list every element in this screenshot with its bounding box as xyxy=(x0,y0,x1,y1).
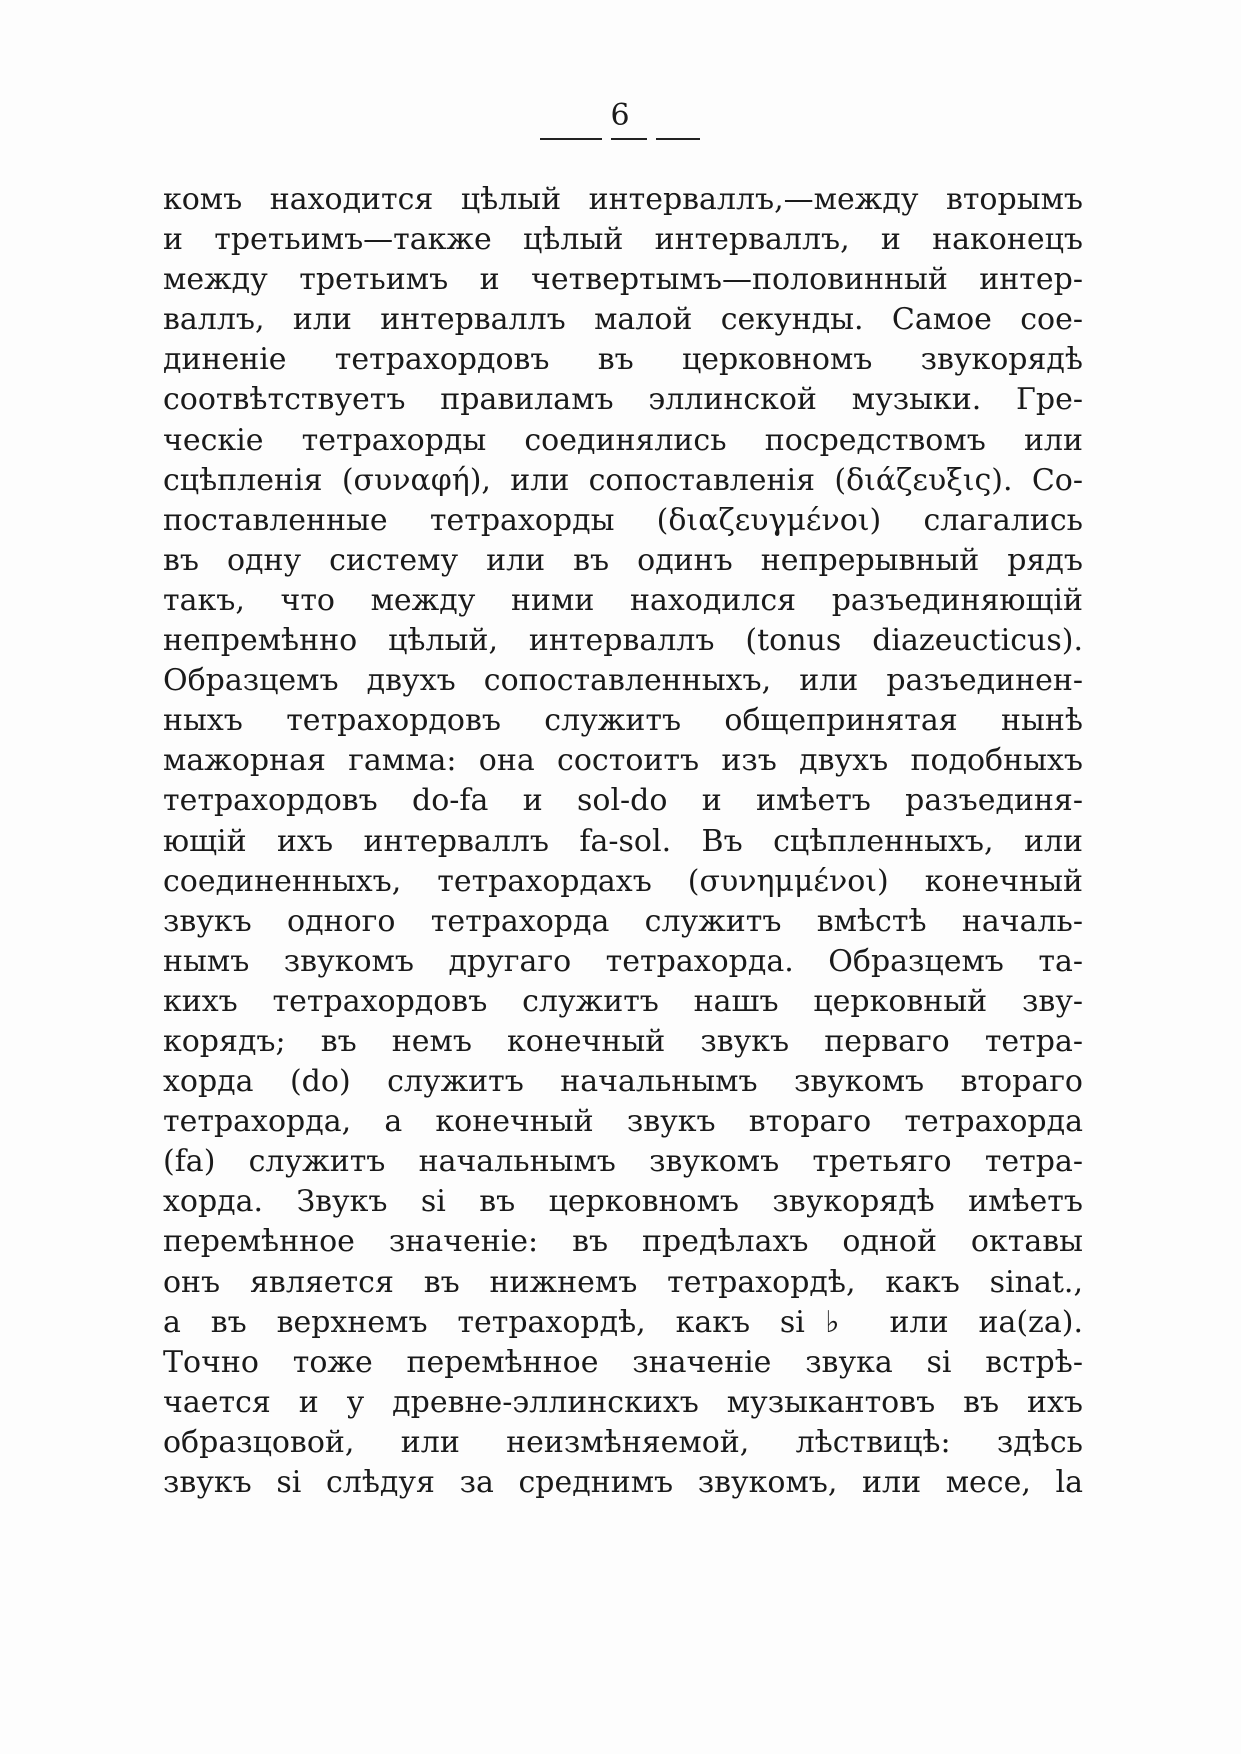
text-line: кихъ тетрахордовъ служитъ нашъ церковный зву- xyxy=(163,983,1083,1019)
header-rule xyxy=(540,138,700,140)
text-line: сцѣпленія (συναφή), или сопоставленія (διάζευξις). Со- xyxy=(163,462,1083,498)
text-line: соединенныхъ, тетрахордахъ (συνημμένοι) конечный xyxy=(163,863,1083,899)
text-line: мажорная гамма: она состоитъ изъ двухъ подобныхъ xyxy=(163,743,1083,779)
header-rule-segment xyxy=(611,138,647,140)
text-line: такъ, что между ними находился разъединяющій xyxy=(163,582,1083,618)
text-line: хорда (do) служитъ начальнымъ звукомъ втораго xyxy=(163,1064,1083,1100)
text-line: Точно тоже перемѣнное значеніе звука si встрѣ- xyxy=(163,1344,1083,1380)
text-line: соотвѣтствуетъ правиламъ эллинской музыки. Гре- xyxy=(163,382,1083,418)
text-line: Образцемъ двухъ сопоставленныхъ, или разъединен- xyxy=(163,663,1083,699)
text-line: ныхъ тетрахордовъ служитъ общепринятая нынѣ xyxy=(163,703,1083,739)
text-line: валлъ, или интерваллъ малой секунды. Самое сое- xyxy=(163,302,1083,338)
text-line: звукъ одного тетрахорда служитъ вмѣстѣ началь- xyxy=(163,903,1083,939)
text-line: онъ является въ нижнемъ тетрахордѣ, какъ sinat., xyxy=(163,1264,1083,1300)
text-line: звукъ si слѣдуя за среднимъ звукомъ, или месе, la xyxy=(163,1465,1083,1500)
text-line: нымъ звукомъ другаго тетрахорда. Образцемъ та- xyxy=(163,943,1083,979)
text-line: и третьимъ—также цѣлый интерваллъ, и наконецъ xyxy=(163,222,1083,258)
text-line: перемѣнное значеніе: въ предѣлахъ одной октавы xyxy=(163,1224,1083,1260)
text-line: образцовой, или неизмѣняемой, лѣствицѣ: здѣсь xyxy=(163,1424,1083,1460)
text-line: чается и у древне-эллинскихъ музыкантовъ въ ихъ xyxy=(163,1384,1083,1420)
text-line: въ одну систему или въ одинъ непрерывный рядъ xyxy=(163,542,1083,578)
text-line: тетрахордовъ do-fa и sol-do и имѣетъ разъединя- xyxy=(163,783,1083,819)
header-rule-segment xyxy=(540,138,602,140)
body-text xyxy=(163,180,1083,1503)
text-line: ческіе тетрахорды соединялись посредствомъ или xyxy=(163,422,1083,458)
text-line: диненіе тетрахордовъ въ церковномъ звукорядѣ xyxy=(163,342,1083,378)
text-line: хорда. Звукъ si въ церковномъ звукорядѣ имѣетъ xyxy=(163,1184,1083,1220)
text-line: (fa) служитъ начальнымъ звукомъ третьяго тетра- xyxy=(163,1144,1083,1180)
text-line: тетрахорда, а конечный звукъ втораго тетрахорда xyxy=(163,1104,1083,1140)
text-line: между третьимъ и четвертымъ—половинный интер- xyxy=(163,262,1083,298)
text-line: непремѣнно цѣлый, интерваллъ (tonus diazeucticus). xyxy=(163,623,1083,659)
text-line: ющій ихъ интерваллъ fa-sol. Въ сцѣпленныхъ, или xyxy=(163,823,1083,859)
page-number: 6 xyxy=(610,98,630,133)
text-line: комъ находится цѣлый интерваллъ,—между вторымъ xyxy=(163,182,1083,217)
page-header xyxy=(540,100,700,140)
text-line: корядъ; въ немъ конечный звукъ перваго тетра- xyxy=(163,1023,1083,1059)
text-line: поставленные тетрахорды (διαζευγμένοι) слагались xyxy=(163,502,1083,538)
text-line: а въ верхнемъ тетрахордѣ, какъ si♭ или иа(za). xyxy=(163,1304,1083,1340)
header-rule-segment xyxy=(656,138,700,140)
